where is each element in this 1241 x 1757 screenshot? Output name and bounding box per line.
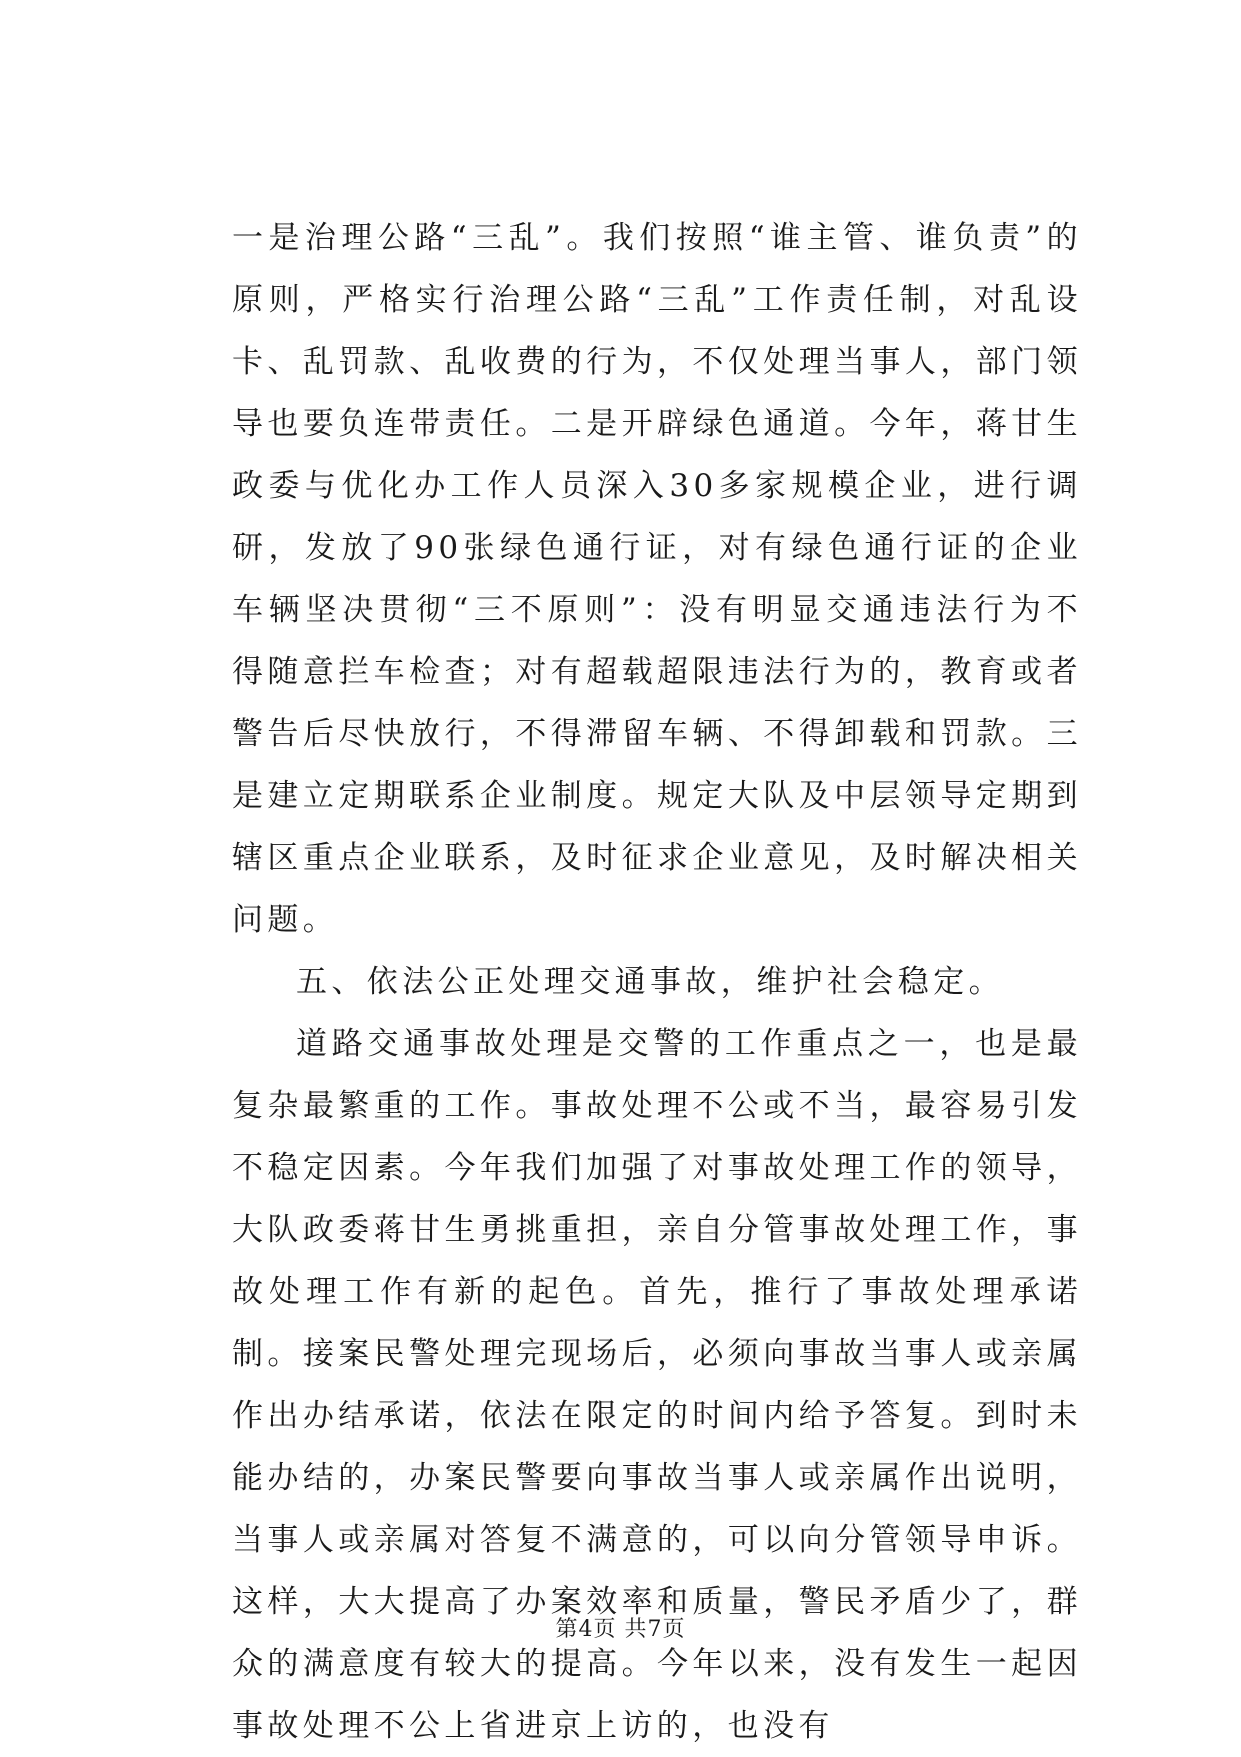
section-heading: 五、依法公正处理交通事故，维护社会稳定。: [296, 964, 1004, 1000]
page-footer: 第4页 共7页: [555, 1617, 686, 1642]
paragraph: 道路交通事故处理是交警的工作重点之一，也是最复杂最繁重的工作。事故处理不公或不当，最容易引发不稳定因素。今年我们加强了对事故处理工作的领导，大队政委蒋甘生勇挑重担，亲自分管事故处理工作，事故处理工作有新的起色。首先，推行了事故处理承诺制。接案民警处理完现场后，必须向事故当事人或亲属作出办结承诺，依法在限定的时间内给予答复。到时未能办结的，办案民警要向事故当事人或亲属作出说明，当事人或亲属对答复不满意的，可以向分管领导申诉。这样，大大提高了办案效率和质量，警民矛盾少了，群众的满意度有较大的提高。今年以来，没有发生一起因事故处理不公上省进京上访的，也没有: [232, 1026, 1082, 1744]
body-text: [232, 207, 1082, 1757]
paragraph-continued: 一是治理公路“三乱”。我们按照“谁主管、谁负责”的原则，严格实行治理公路“三乱”工作责任制，对乱设卡、乱罚款、乱收费的行为，不仅处理当事人，部门领导也要负连带责任。二是开辟绿色通道。今年，蒋甘生政委与优化办工作人员深入30多家规模企业，进行调研，发放了90张绿色通行证，对有绿色通行证的企业车辆坚决贯彻“三不原则”：没有明显交通违法行为不得随意拦车检查；对有超载超限违法行为的，教育或者警告后尽快放行，不得滞留车辆、不得卸载和罚款。三是建立定期联系企业制度。规定大队及中层领导定期到辖区重点企业联系，及时征求企业意见，及时解决相关问题。: [232, 220, 1082, 938]
